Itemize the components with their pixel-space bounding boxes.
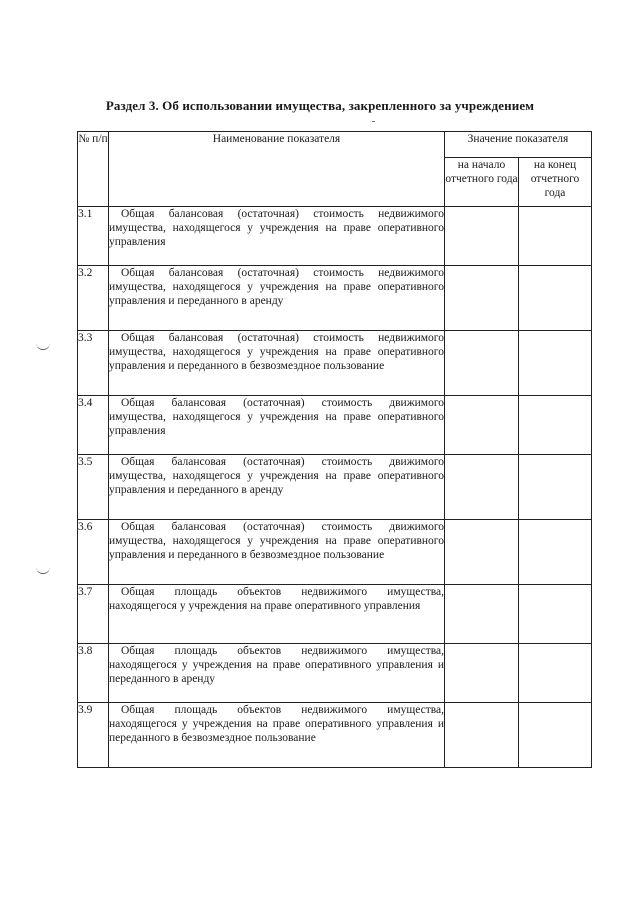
table-row [78, 585, 592, 644]
value-end-cell [519, 266, 592, 331]
row-num: 3.6 [78, 520, 109, 585]
table-row [78, 396, 592, 455]
row-num: 3.4 [78, 396, 109, 455]
row-num: 3.8 [78, 644, 109, 703]
row-num: 3.3 [78, 331, 109, 396]
row-num: 3.2 [78, 266, 109, 331]
value-start-cell [445, 703, 519, 768]
row-num: 3.1 [78, 207, 109, 266]
value-end-cell [519, 455, 592, 520]
value-start-cell [445, 396, 519, 455]
row-indicator-name: Общая балансовая (остаточная) стоимость движимого имущества, находящегося у учреждения на праве оперативного управления [109, 396, 445, 455]
value-start-cell [445, 207, 519, 266]
value-start-cell [445, 520, 519, 585]
header-num: № п/п [78, 132, 109, 207]
table-row [78, 331, 592, 396]
row-num: 3.9 [78, 703, 109, 768]
value-end-cell [519, 331, 592, 396]
row-indicator-name: Общая балансовая (остаточная) стоимость недвижимого имущества, находящегося у учреждения на праве оперативного управления [109, 207, 445, 266]
row-indicator-name: Общая площадь объектов недвижимого имущества, находящегося у учреждения на праве оперативного управления и переданного в безвозмездное пользование [109, 703, 445, 768]
property-usage-table [77, 131, 592, 768]
table-row [78, 455, 592, 520]
row-indicator-name: Общая балансовая (остаточная) стоимость недвижимого имущества, находящегося у учреждения на праве оперативного управления и переданного в безвозмездное пользование [109, 331, 445, 396]
table-row [78, 644, 592, 703]
header-end-of-year: на конец отчетного года [519, 158, 592, 207]
value-start-cell [445, 585, 519, 644]
value-start-cell [445, 266, 519, 331]
value-end-cell [519, 207, 592, 266]
table-row [78, 266, 592, 331]
row-num: 3.5 [78, 455, 109, 520]
value-end-cell [519, 703, 592, 768]
value-start-cell [445, 644, 519, 703]
header-start-of-year: на начало отчетного года [445, 158, 519, 207]
scan-artifact [372, 121, 375, 122]
row-num: 3.7 [78, 585, 109, 644]
section-title: Раздел 3. Об использовании имущества, закрепленного за учреждением [105, 98, 535, 113]
table-row [78, 207, 592, 266]
value-end-cell [519, 396, 592, 455]
header-value: Значение показателя [445, 132, 592, 158]
hole-punch-mark [36, 563, 50, 574]
row-indicator-name: Общая балансовая (остаточная) стоимость движимого имущества, находящегося у учреждения на праве оперативного управления и переданного в аренду [109, 455, 445, 520]
table-row [78, 520, 592, 585]
value-end-cell [519, 520, 592, 585]
row-indicator-name: Общая площадь объектов недвижимого имущества, находящегося у учреждения на праве оперативного управления и переданного в аренду [109, 644, 445, 703]
hole-punch-mark [36, 339, 50, 350]
table-row [78, 703, 592, 768]
row-indicator-name: Общая балансовая (остаточная) стоимость движимого имущества, находящегося у учреждения на праве оперативного управления и переданного в безвозмездное пользование [109, 520, 445, 585]
value-start-cell [445, 331, 519, 396]
value-start-cell [445, 455, 519, 520]
value-end-cell [519, 644, 592, 703]
header-name: Наименование показателя [109, 132, 445, 207]
value-end-cell [519, 585, 592, 644]
row-indicator-name: Общая площадь объектов недвижимого имущества, находящегося у учреждения на праве оперативного управления [109, 585, 445, 644]
row-indicator-name: Общая балансовая (остаточная) стоимость недвижимого имущества, находящегося у учреждения на праве оперативного управления и переданного в аренду [109, 266, 445, 331]
